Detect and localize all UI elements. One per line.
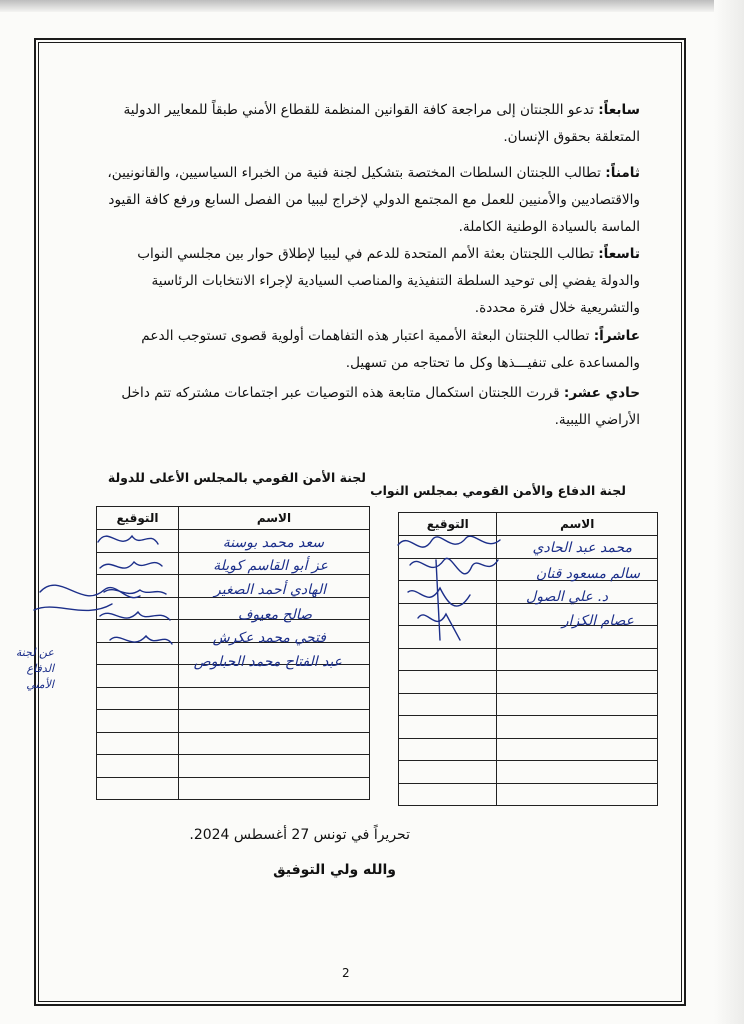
handwritten-name: سالم مسعود قنان bbox=[535, 566, 640, 582]
handwritten-margin-note: عن لجنة الدفاع الأمني bbox=[15, 646, 54, 691]
clause-label: ثامناً: bbox=[605, 165, 640, 181]
signature-mark bbox=[436, 560, 440, 640]
handwritten-name: عز أبو القاسم كويلة bbox=[213, 558, 328, 574]
clause-label: حادي عشر: bbox=[563, 385, 640, 401]
handwritten-name: عصام الكزار bbox=[561, 613, 634, 629]
clause-label: تاسعاً: bbox=[598, 246, 640, 262]
house-committee-title: لجنة الدفاع والأمن القومي بمجلس النواب bbox=[370, 483, 626, 498]
signature-column-header: التوقيع bbox=[399, 513, 497, 536]
handwritten-name: الهادي أحمد الصغير bbox=[214, 582, 326, 598]
signature-mark bbox=[398, 536, 500, 547]
clause-text: تطالب اللجنتان بعثة الأمم المتحدة للدعم في ليبيا لإطلاق حوار بين مجلسي النواب والدولة يفضي إلى توحيد السلطة التنفيذية والمناصب السيادية لإجراء الانتخابات الرئاسية والتشريعية خلال فترة محددة. bbox=[137, 246, 640, 316]
salutation: والله ولي التوفيق bbox=[273, 862, 396, 878]
handwritten-name: د. علي الصول bbox=[526, 589, 608, 605]
signature-mark bbox=[110, 636, 172, 644]
signature-column-header: التوقيع bbox=[97, 507, 179, 530]
signature-mark bbox=[100, 562, 162, 568]
name-column-header: الاسم bbox=[178, 507, 369, 530]
state-committee-title: لجنة الأمن القومي بالمجلس الأعلى للدولة bbox=[107, 470, 366, 485]
clause-text: قررت اللجنتان استكمال متابعة هذه التوصيات عبر اجتماعات مشتركه تتم داخل الأراضي الليبية. bbox=[121, 385, 640, 428]
clause-text: تطالب اللجنتان السلطات المختصة بتشكيل لجنة فنية من الخبراء السياسيين، والقانونيين، والاقتصاديين والأمنيين للعمل مع المجتمع الدولي لإخراج ليبيا من الفصل السابع ورفع كافة القيود الماسة بالسيادة الوطنية الكاملة. bbox=[107, 165, 640, 235]
signature-mark bbox=[104, 590, 166, 594]
page-number: 2 bbox=[342, 966, 350, 980]
name-column-header: الاسم bbox=[497, 513, 658, 536]
clause-text: تدعو اللجنتان إلى مراجعة كافة القوانين المنظمة للقطاع الأمني طبقاً للمعايير الدولية المتعلقة بحقوق الإنسان. bbox=[123, 102, 640, 145]
signature-mark bbox=[34, 604, 112, 610]
signature-mark bbox=[40, 585, 140, 597]
clause-label: سابعاً: bbox=[598, 102, 640, 118]
handwritten-name: صالح معيوف bbox=[237, 607, 312, 623]
date-line: تحريراً في تونس 27 أغسطس 2024. bbox=[189, 827, 410, 843]
clause-text: تطالب اللجنتان البعثة الأممية اعتبار هذه التفاهمات أولوية قصوى تستوجب الدعم والمساعدة على تنفيـــذها وكل ما تحتاجه من تسهيل. bbox=[141, 328, 640, 371]
signature-mark bbox=[100, 612, 170, 620]
signature-mark bbox=[98, 536, 158, 544]
handwritten-name: سعد محمد بوسنة bbox=[222, 535, 324, 551]
clause-label: عاشراً: bbox=[593, 328, 640, 344]
signature-mark bbox=[410, 558, 498, 573]
handwritten-name: فتحي محمد عكرش bbox=[212, 630, 326, 646]
handwritten-name: محمد عبد الحادي bbox=[532, 540, 632, 556]
signature-mark bbox=[408, 588, 470, 606]
handwritten-name: عبد الفتاح محمد الحبلوص bbox=[193, 654, 342, 670]
